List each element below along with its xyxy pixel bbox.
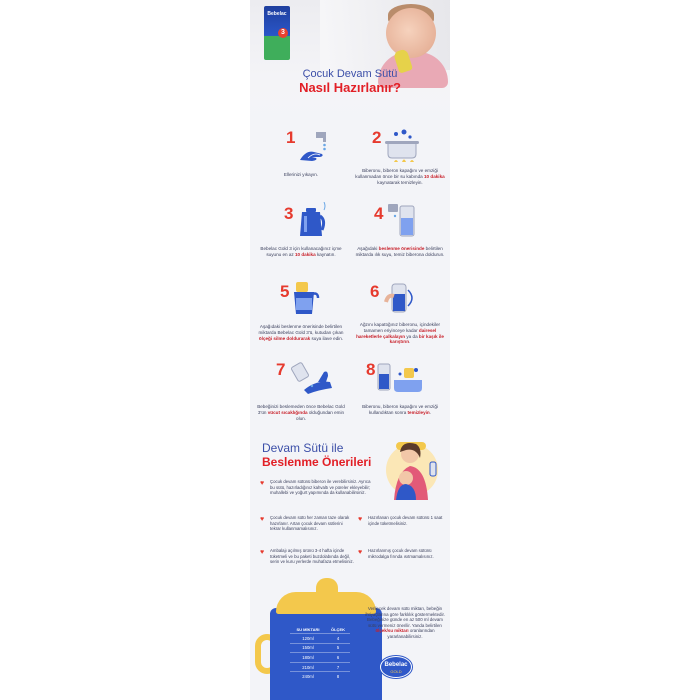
logo-line2: GOLD (390, 669, 402, 674)
table-header-row (290, 626, 350, 634)
table-cell: 8 (326, 672, 350, 681)
bebelac-gold-logo (380, 656, 412, 678)
hero-banner (250, 0, 450, 128)
page-title-line1: Çocuk Devam Sütü (302, 68, 398, 80)
page-title-line2: Nasıl Hazırlanır? (299, 80, 401, 95)
table-cell: 210ml (290, 662, 326, 672)
infographic (250, 0, 450, 700)
table-header: SU MİKTARI (296, 627, 320, 632)
table-cell: 4 (326, 634, 350, 644)
table-cell: 120ml (290, 634, 326, 644)
tip-text: Ambalajı açılmış ürünü 3-4 hafta içinde tüketmeli ve bu paketi buzdolabında değil, serin ve kuru yerlerde muhafaza etmelisiniz. (270, 548, 354, 564)
table-header: ÖLÇEK (331, 627, 345, 632)
step-number: 1 (286, 128, 296, 147)
bottle-fill-icon (386, 202, 420, 238)
heart-icon: ♥ (260, 480, 265, 487)
heart-icon: ♥ (260, 516, 265, 523)
heart-icon: ♥ (260, 549, 265, 556)
shake-bottle-icon (384, 280, 418, 316)
table-cell: 7 (326, 662, 350, 672)
table-cell: 6 (326, 653, 350, 663)
heart-icon: ♥ (358, 516, 363, 523)
table-row (290, 672, 350, 681)
logo-line1: Bebelac (384, 662, 408, 668)
section-title-line1: Devam Sütü ile (262, 441, 344, 455)
wash-bottle-icon (376, 360, 424, 394)
wrist-test-icon (290, 360, 336, 394)
tip-text: Çocuk devam sütünü biberon ile verebilirsiniz. Ayrıca bu sütü, hazırladığınız kahvaltı ve püreler ekleyebilir; muhallebi ve yoğurt yapımında da kullanabilirsiniz. (270, 479, 371, 495)
scoop-icon (290, 280, 320, 316)
step-text: Biberonu, biberon kapağını ve emziği kullandıktan sonra temizleyin. (362, 404, 438, 415)
tip-text: Çocuk devam sütü her zaman taze olarak hazırlanır. Artan çocuk devam sütlerini tekrar kullanmamalısınız. (270, 515, 350, 531)
table-row (290, 653, 350, 663)
baby-photo (386, 8, 436, 58)
product-box-brand: Bebelac (267, 11, 287, 17)
step-text: Aşağıdaki beslenme önerisinde belirtilen miktarda Bebelac Gold 3'ü, kutudan çıkan ölçeği silme doldurarak suya ilave edin. (258, 324, 344, 341)
feeding-note: Verilecek devam sütü miktarı, bebeğin ihtiyaçlarına göre farklılık göstermektedir. Bebeğinize günde en az 500 ml devam sütü vermeniz önerilir. Yanda belirtilen ölçek/su miktarı oranlarından yararlanabilirsiniz. (365, 606, 445, 639)
mother-child-illustration (382, 436, 448, 504)
step-number: 3 (284, 204, 294, 223)
step-text: Ellerinizi yıkayın. (283, 172, 319, 177)
step-number: 8 (366, 360, 376, 379)
table-cell: 5 (326, 643, 350, 653)
step-text: Biberonu, biberon kapağını ve emziği kullanmadan önce bir su kabında 10 dakika kaynatarak temizleyin. (355, 168, 445, 185)
table-row (290, 634, 350, 644)
heart-icon: ♥ (358, 549, 363, 556)
section-title-line2: Beslenme Önerileri (262, 455, 372, 469)
table-cell: 240ml (290, 672, 326, 681)
table-row (290, 662, 350, 672)
tip-text: Hazırlanan çocuk devam sütünü 1 saat içinde tüketmelisiniz. (368, 515, 443, 526)
step-number: 2 (372, 128, 382, 147)
step-text: Aşağıdaki beslenme önerisinde belirtilen miktarda ılık suyu, temiz biberona doldurun. (355, 246, 445, 257)
step-number: 7 (276, 360, 286, 379)
step-number: 5 (280, 282, 290, 301)
cup-lid (276, 592, 376, 614)
product-box (264, 6, 290, 60)
table-cell: 180ml (290, 653, 326, 663)
tip-text: Hazırlanmış çocuk devam sütünü mikrodalga fırında ısıtmamalısınız. (368, 548, 434, 559)
step-text: Bebeğinizi beslemeden önce Bebelac Gold 3'ün vücut sıcaklığında olduğundan emin olun. (257, 404, 345, 421)
table-row (290, 643, 350, 653)
table-cell: 150ml (290, 643, 326, 653)
boiling-pot-icon (382, 128, 422, 164)
kettle-icon (296, 202, 328, 238)
feeding-table (290, 626, 350, 681)
step-text: Bebelac Gold 3 için kullanacağınız içme suyunu en az 10 dakika kaynatın. (260, 246, 342, 257)
product-box-badge: 3 (278, 28, 288, 38)
step-number: 4 (374, 204, 384, 223)
hand-wash-icon (296, 130, 332, 164)
step-text: Ağzını kapattığınız biberonu, içindekiler tamamen eriyinceye kadar dairesel hareketlerle çalkalayın ya da bir kaşık ile karıştırın. (356, 322, 444, 345)
step-number: 6 (370, 282, 380, 301)
